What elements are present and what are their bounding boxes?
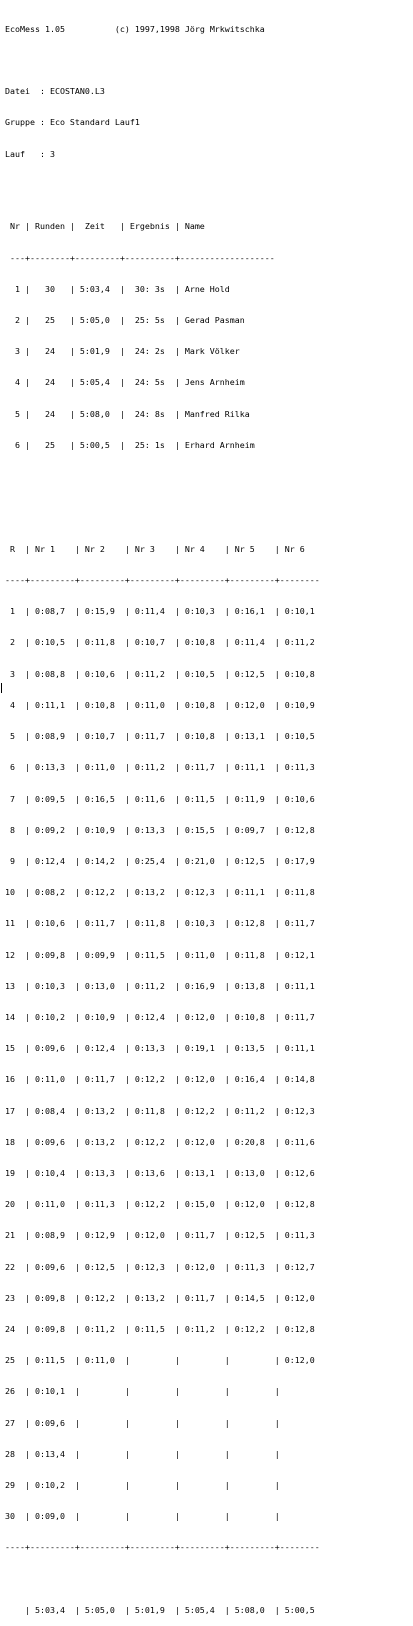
lap-row: 12 | 0:09,8 | 0:09,9 | 0:11,5 | 0:11,0 | 0:11,8 | 0:12,1 [5,949,315,960]
blank-line [5,180,320,190]
lap-row: 5 | 0:08,9 | 0:10,7 | 0:11,7 | 0:10,8 | 0:13,1 | 0:10,5 [5,731,315,742]
blank-line [5,55,320,65]
lap-row: 2 | 0:10,5 | 0:11,8 | 0:10,7 | 0:10,8 | 0:11,4 | 0:11,2 [5,637,315,648]
lap-row: 22 | 0:09,6 | 0:12,5 | 0:12,3 | 0:12,0 | 0:11,3 | 0:12,7 [5,1261,315,1272]
lap-row: 4 | 0:11,1 | 0:10,8 | 0:11,0 | 0:10,8 | 0:12,0 | 0:10,9 [5,699,315,710]
lap-row: 29 | 0:10,2 | | | | | [5,1479,280,1490]
lap-row: 24 | 0:09,8 | 0:11,2 | 0:11,5 | 0:11,2 | 0:12,2 | 0:12,8 [5,1323,315,1334]
lap-row: 18 | 0:09,6 | 0:13,2 | 0:12,2 | 0:12,0 | 0:20,8 | 0:11,6 [5,1136,315,1147]
file-name-line: Datei : ECOSTAN0.L3 [5,86,105,97]
lap-row: 19 | 0:10,4 | 0:13,3 | 0:13,6 | 0:13,1 | 0:13,0 | 0:12,6 [5,1167,315,1178]
lap-row: 16 | 0:11,0 | 0:11,7 | 0:12,2 | 0:12,0 | 0:16,4 | 0:14,8 [5,1074,315,1085]
document-body [5,3,320,1626]
lap-row: 21 | 0:08,9 | 0:12,9 | 0:12,0 | 0:11,7 | 0:12,5 | 0:11,3 [5,1230,315,1241]
text-cursor [1,683,2,693]
lap-row: 13 | 0:10,3 | 0:13,0 | 0:11,2 | 0:16,9 | 0:13,8 | 0:11,1 [5,980,315,991]
lap-row: 23 | 0:09,8 | 0:12,2 | 0:13,2 | 0:11,7 | 0:14,5 | 0:12,0 [5,1292,315,1303]
lap-row: 14 | 0:10,2 | 0:10,9 | 0:12,4 | 0:12,0 | 0:10,8 | 0:11,7 [5,1011,315,1022]
lap-row: 6 | 0:13,3 | 0:11,0 | 0:11,2 | 0:11,7 | 0:11,1 | 0:11,3 [5,762,315,773]
lap-row: 25 | 0:11,5 | 0:11,0 | | | | 0:12,0 [5,1355,315,1366]
blank-line [5,471,320,481]
lap-row: 7 | 0:09,5 | 0:16,5 | 0:11,6 | 0:11,5 | 0:11,9 | 0:10,6 [5,793,315,804]
lap-row: 1 | 0:08,7 | 0:15,9 | 0:11,4 | 0:10,3 | 0:16,1 | 0:10,1 [5,606,315,617]
results-row: 5 | 24 | 5:08,0 | 24: 8s | Manfred Rilka [5,408,250,419]
results-row: 3 | 24 | 5:01,9 | 24: 2s | Mark Völker [5,346,240,357]
lap-row: 10 | 0:08,2 | 0:12,2 | 0:13,2 | 0:12,3 | 0:11,1 | 0:11,8 [5,887,315,898]
lap-row: 20 | 0:11,0 | 0:11,3 | 0:12,2 | 0:15,0 | 0:12,0 | 0:12,8 [5,1199,315,1210]
lap-row: 28 | 0:13,4 | | | | | [5,1448,280,1459]
program-name: EcoMess 1.05 [5,23,65,34]
blank-line [5,1574,320,1584]
results-row: 2 | 25 | 5:05,0 | 25: 5s | Gerad Pasman [5,315,245,326]
results-header: Nr | Runden | Zeit | Ergebnis | Name [5,221,205,232]
lap-row: 15 | 0:09,6 | 0:12,4 | 0:13,3 | 0:19,1 | 0:13,5 | 0:11,1 [5,1043,315,1054]
laps-totals: | 5:03,4 | 5:05,0 | 5:01,9 | 5:05,4 | 5:08,0 | 5:00,5 [5,1604,315,1615]
lap-row: 17 | 0:08,4 | 0:13,2 | 0:11,8 | 0:12,2 | 0:11,2 | 0:12,3 [5,1105,315,1116]
lap-row: 26 | 0:10,1 | | | | | [5,1386,280,1397]
lap-row: 30 | 0:09,0 | | | | | [5,1511,280,1522]
results-separator: ---+--------+---------+----------+------------------- [5,252,275,263]
blank-line [5,502,320,512]
run-line: Lauf : 3 [5,148,55,159]
program-header [5,24,320,34]
laps-header: R | Nr 1 | Nr 2 | Nr 3 | Nr 4 | Nr 5 | Nr 6 [5,543,305,554]
lap-row: 8 | 0:09,2 | 0:10,9 | 0:13,3 | 0:15,5 | 0:09,7 | 0:12,8 [5,824,315,835]
laps-separator: ----+---------+---------+---------+---------+---------+-------- [5,575,320,586]
laps-bottom-separator: ----+---------+---------+---------+---------+---------+-------- [5,1542,320,1553]
lap-row: 3 | 0:08,8 | 0:10,6 | 0:11,2 | 0:10,5 | 0:12,5 | 0:10,8 [5,668,315,679]
copyright-notice: (c) 1997,1998 Jörg Mrkwitschka [114,23,265,34]
results-row: 1 | 30 | 5:03,4 | 30: 3s | Arne Hold [5,283,230,294]
lap-row: 11 | 0:10,6 | 0:11,7 | 0:11,8 | 0:10,3 | 0:12,8 | 0:11,7 [5,918,315,929]
results-row: 4 | 24 | 5:05,4 | 24: 5s | Jens Arnheim [5,377,245,388]
group-line: Gruppe : Eco Standard Lauf1 [5,117,140,128]
lap-row: 27 | 0:09,6 | | | | | [5,1417,280,1428]
results-row: 6 | 25 | 5:00,5 | 25: 1s | Erhard Arnheim [5,439,255,450]
lap-row: 9 | 0:12,4 | 0:14,2 | 0:25,4 | 0:21,0 | 0:12,5 | 0:17,9 [5,855,315,866]
